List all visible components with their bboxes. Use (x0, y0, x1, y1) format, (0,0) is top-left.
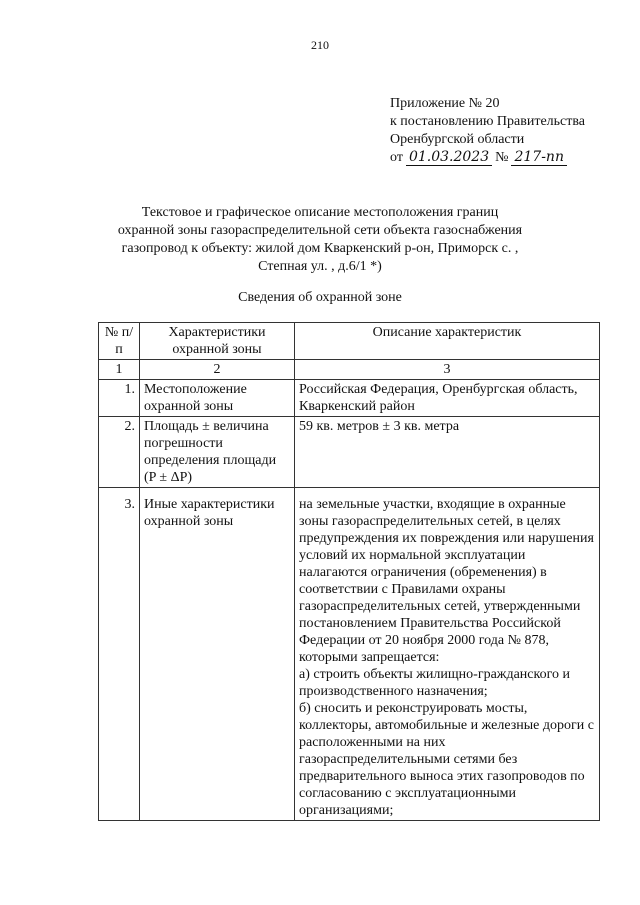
title-line-2: охранной зоны газораспределительной сети объекта газоснабжения (117, 223, 523, 238)
numbering-cell: 1 (99, 360, 140, 380)
appendix-resolution-line: к постановлению Правительства (390, 114, 586, 129)
row-number: 1. (99, 380, 140, 417)
zone-info-table (98, 322, 600, 821)
section-title: Сведения об охранной зоне (238, 290, 402, 305)
row-number: 2. (99, 417, 140, 488)
title-line-4: Степная ул. , д.6/1 *) (258, 259, 382, 274)
description-item-a: а) строить объекты жилищно-гражданского и производственного назначения; (299, 667, 570, 699)
numbering-cell: 2 (140, 360, 295, 380)
description-item-b: б) сносить и реконструировать мосты, коллекторы, автомобильные и железные дороги с расположенными на них газораспределительными сетями без предварительного выноса этих газопроводов по согласованию с эксплуатационными организациями; (299, 701, 594, 818)
document-title (60, 204, 580, 276)
row-description (295, 488, 600, 821)
description-paragraph: на земельные участки, входящие в охранные зоны газораспределительных сетей, в целях предупреждения их повреждения или нарушения условий их нормальной эксплуатации налагаются ограничения (обременения) в соответствии с Правилами охраны газораспределительных сетей, утвержденными постановлением Правительства Российской Федерации от 20 ноября 2000 года № 878, которыми запрещается: (299, 497, 594, 665)
row-name: Местоположение охранной зоны (140, 380, 295, 417)
header-characteristics: Характеристики охранной зоны (140, 323, 295, 360)
row-name: Иные характеристики охранной зоны (140, 488, 295, 821)
appendix-header (390, 95, 630, 167)
row-name: Площадь ± величина погрешности определения площади (P ± ΔP) (140, 417, 295, 488)
table-row (99, 380, 600, 417)
from-label: от (390, 150, 403, 165)
appendix-date-number-line (390, 149, 630, 167)
row-description: 59 кв. метров ± 3 кв. метра (295, 417, 600, 488)
table-header-row (99, 323, 600, 360)
handwritten-date: 01.03.2023 (406, 149, 492, 166)
row-number: 3. (99, 488, 140, 821)
number-label: № (495, 150, 509, 165)
table-row (99, 417, 600, 488)
title-line-3: газопровод к объекту: жилой дом Кваркенский р-он, Приморск с. , (121, 241, 519, 256)
appendix-region-line: Оренбургской области (390, 132, 525, 147)
title-line-1: Текстовое и графическое описание местоположения границ (141, 205, 499, 220)
row-description: Российская Федерация, Оренбургская область, Кваркенский район (295, 380, 600, 417)
appendix-title: Приложение № 20 (390, 96, 500, 111)
handwritten-number: 217-пп (511, 149, 567, 166)
table-numbering-row (99, 360, 600, 380)
numbering-cell: 3 (295, 360, 600, 380)
header-number: № п/п (99, 323, 140, 360)
table-row (99, 488, 600, 821)
page-number: 210 (311, 38, 329, 52)
header-description: Описание характеристик (295, 323, 600, 360)
